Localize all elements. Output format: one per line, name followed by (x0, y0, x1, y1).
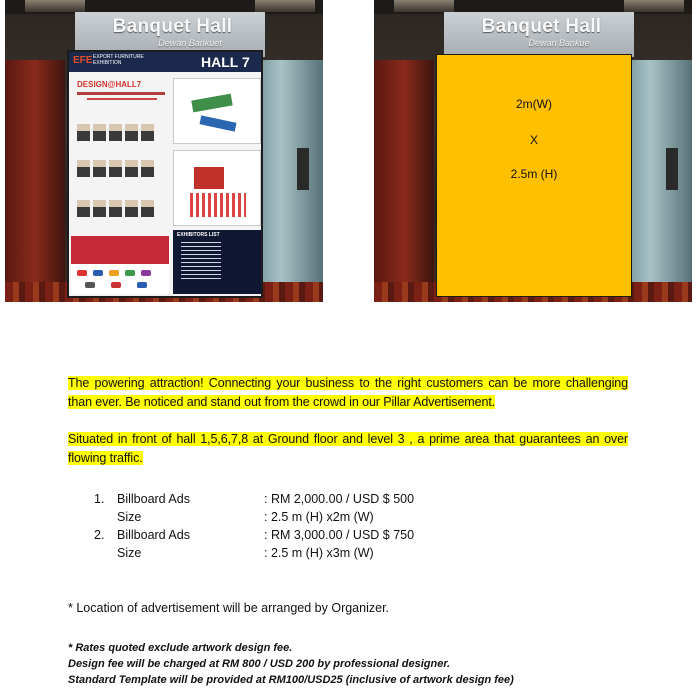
venue-map (173, 78, 261, 144)
designer-portrait (125, 124, 138, 141)
package-size-row (94, 544, 474, 562)
hall-sign-title: Banquet Hall (112, 16, 233, 37)
designer-portrait (141, 200, 154, 217)
fine-print (68, 640, 668, 689)
ceiling-light (624, 0, 684, 12)
placeholder-width: 2m(W) (516, 97, 552, 111)
package-price: : RM 2,000.00 / USD $ 500 (264, 492, 415, 506)
package-price: : RM 3,000.00 / USD $ 750 (264, 528, 415, 542)
expo-board-photo (5, 0, 323, 302)
ceiling-light (255, 0, 315, 12)
designer-portrait (93, 160, 106, 177)
fine-print-line: Standard Template will be provided at RM100/USD25 (inclusive of artwork design fee) (68, 674, 514, 687)
size-label: Size (117, 546, 142, 560)
designer-portrait (109, 160, 122, 177)
floor-plan (173, 150, 261, 226)
location-paragraph (68, 430, 628, 468)
package-size-row (94, 508, 474, 526)
exhibitors-list-title: EXHIBITORS LIST (177, 232, 220, 238)
package-row (94, 526, 474, 544)
ad-space-placeholder (436, 54, 632, 297)
designer-portrait (77, 200, 90, 217)
exhibition-board (67, 50, 263, 298)
designer-portrait (93, 124, 106, 141)
board-logo: EFE (73, 55, 93, 66)
sponsor-logos (71, 264, 169, 294)
fine-print-line: * Rates quoted exclude artwork design fee. (68, 642, 293, 654)
designer-portrait (125, 200, 138, 217)
package-size: : 2.5 m (H) x2m (W) (264, 510, 374, 524)
designer-portrait (93, 200, 106, 217)
placeholder-times: X (529, 133, 538, 147)
glass-wall (622, 60, 692, 290)
package-list (94, 490, 474, 562)
package-row (94, 490, 474, 508)
package-number: 2. (94, 528, 105, 542)
designer-portrait (77, 124, 90, 141)
package-label: Billboard Ads (117, 492, 190, 506)
sponsor-banner (71, 236, 169, 264)
board-header (69, 52, 261, 72)
designer-portrait (141, 160, 154, 177)
hall-sign-subtitle: Dewan Bankuet (158, 38, 222, 48)
designer-portrait (77, 160, 90, 177)
designer-portrait (125, 160, 138, 177)
board-divider (87, 98, 157, 100)
location-text-highlighted: Situated in front of hall 1,5,6,7,8 at Ground floor and level 3 , a prime area that guarantees an over flowing traffic. (68, 432, 628, 465)
board-divider (77, 92, 165, 95)
intro-paragraph (68, 374, 628, 412)
board-header-text: EXPORT FURNITURE EXHIBITION (93, 54, 144, 66)
hall-sign-subtitle: Dewan Bankue (528, 38, 590, 48)
package-number: 1. (94, 492, 105, 506)
ceiling-light (394, 0, 454, 12)
size-label: Size (117, 510, 142, 524)
package-label: Billboard Ads (117, 528, 190, 542)
package-size: : 2.5 m (H) x3m (W) (264, 546, 374, 560)
board-hall-label: HALL 7 (201, 54, 250, 70)
designer-portrait (109, 124, 122, 141)
intro-text-highlighted: The powering attraction! Connecting your business to the right customers can be more challenging than ever. Be noticed and stand out from the crowd in our Pillar Advertisement. (68, 376, 628, 409)
wooden-door (374, 60, 434, 290)
glass-wall (253, 60, 323, 290)
pillar-mockup-photo (374, 0, 692, 302)
ceiling-light (25, 0, 85, 12)
placeholder-height: 2.5m (H) (510, 167, 558, 181)
fine-print-line: Design fee will be charged at RM 800 / USD 200 by professional designer. (68, 658, 451, 671)
hall-sign-title: Banquet Hall (481, 16, 602, 37)
designer-portrait (141, 124, 154, 141)
designer-portrait (109, 200, 122, 217)
location-note: * Location of advertisement will be arranged by Organizer. (68, 601, 390, 615)
board-design-title: DESIGN@HALL7 (77, 80, 142, 89)
wooden-door (5, 60, 65, 290)
exhibitors-list-panel (173, 230, 261, 294)
